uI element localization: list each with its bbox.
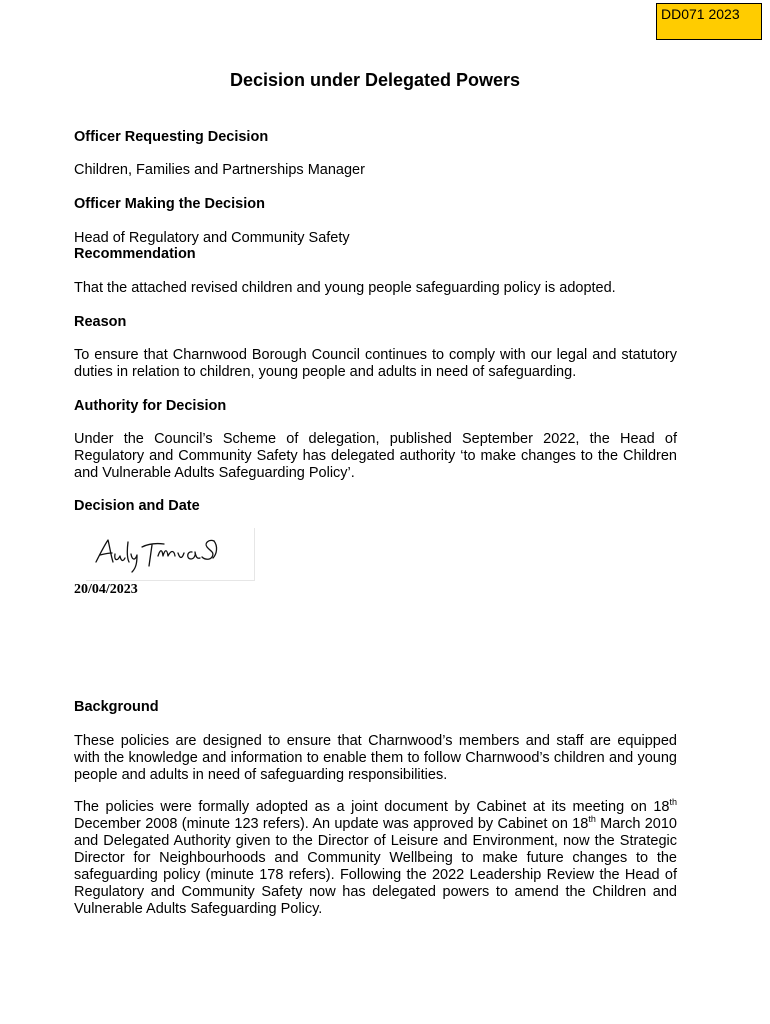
officer-making-heading: Officer Making the Decision (74, 196, 265, 212)
background-paragraph-2-part-1: The policies were formally adopted as a joint document by Cabinet at its meeting on 18 (74, 799, 670, 815)
recommendation-text: That the attached revised children and young people safeguarding policy is adopted. (74, 280, 616, 296)
reason-heading: Reason (74, 314, 127, 330)
ordinal-suffix: th (669, 797, 677, 808)
background-paragraph-1: These policies are designed to ensure that Charnwood’s members and staff are equipped with the knowledge and information to enable them to follow Charnwood’s children and young people and adults in need of safeguarding responsibilities. (74, 733, 677, 783)
ordinal-suffix: th (588, 814, 596, 825)
authority-heading: Authority for Decision (74, 398, 227, 414)
background-paragraph-2-part-3: March 2010 and Delegated Authority given to the Director of Leisure and Environment, now the Strategic Director for Neighbourhoods and Community Wellbeing to make future changes to the safeguarding policy (minute 178 refers). Following the 2022 Leadership Review the Head of Regulatory and Community Safety now has delegated powers to amend the Children and Vulnerable Adults Safeguarding Policy. (74, 816, 677, 917)
recommendation-heading: Recommendation (74, 246, 196, 262)
page-title: Decision under Delegated Powers (229, 70, 521, 90)
officer-requesting-text: Children, Families and Partnerships Manager (74, 162, 365, 178)
background-paragraph-2 (74, 799, 677, 918)
handwritten-signature (86, 528, 254, 580)
reason-text: To ensure that Charnwood Borough Council continues to comply with our legal and statutory duties in relation to children, young people and adults in need of safeguarding. (74, 347, 677, 380)
document-reference-box (656, 3, 762, 40)
background-paragraph-2-part-2: December 2008 (minute 123 refers). An update was approved by Cabinet on 18 (74, 816, 589, 832)
decision-date: 20/04/2023 (74, 582, 138, 597)
decision-heading: Decision and Date (74, 498, 200, 514)
background-heading: Background (74, 699, 159, 715)
officer-requesting-heading: Officer Requesting Decision (74, 129, 269, 145)
document-reference: DD071 2023 (661, 6, 740, 22)
authority-text: Under the Council’s Scheme of delegation, published September 2022, the Head of Regulatory and Community Safety has delegated authority ‘to make changes to the Children and Vulnerable Adults Safeguarding Policy’. (74, 431, 677, 481)
officer-making-text: Head of Regulatory and Community Safety (74, 230, 350, 246)
signature-image (86, 528, 255, 581)
